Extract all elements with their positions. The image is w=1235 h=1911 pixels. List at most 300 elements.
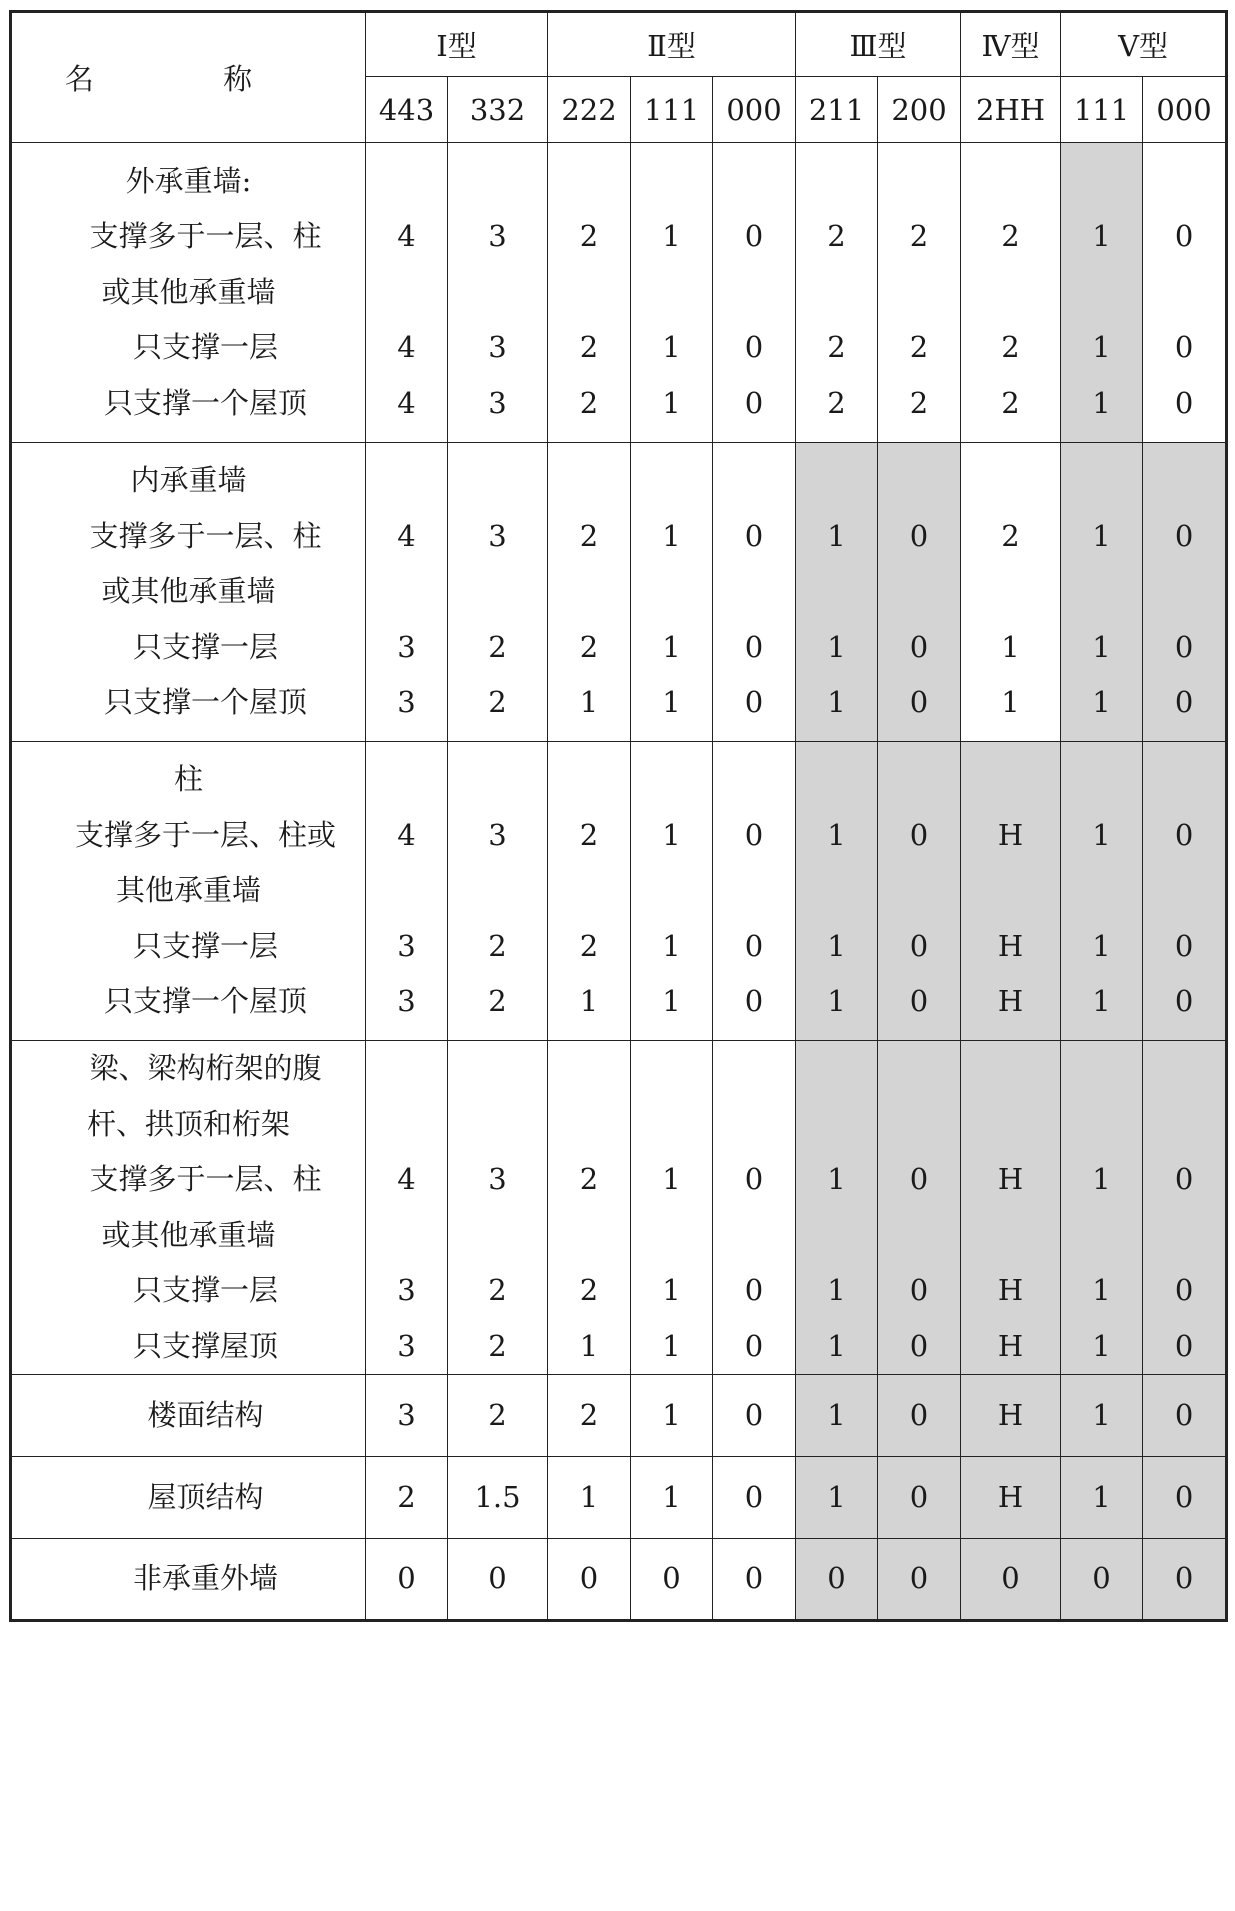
value-line: [366, 564, 447, 620]
value-line: 2: [909, 219, 929, 254]
value-line: [366, 154, 447, 210]
value-line: [1061, 154, 1142, 210]
value-line: 1: [579, 1479, 599, 1514]
value-line: 0: [1174, 685, 1194, 720]
value-line: 2: [579, 518, 599, 553]
value-line: [961, 154, 1060, 210]
value-line: 0: [744, 817, 764, 852]
value-line: 4: [397, 385, 416, 420]
value-line: 3: [397, 928, 416, 963]
value-line: [548, 863, 630, 919]
value-line: 2: [579, 219, 599, 254]
value-line: 0: [744, 1397, 764, 1432]
value-line: [631, 1041, 712, 1097]
value-line: [961, 564, 1060, 620]
row-name-line: 外承重墙:: [125, 163, 252, 198]
row-name-line: 只支撑一个屋顶: [103, 984, 307, 1019]
value-line: [961, 1041, 1060, 1097]
value-line: 0: [1174, 1162, 1194, 1196]
code-header: 111: [631, 77, 713, 143]
value-line: 1: [827, 984, 846, 1019]
value-line: 0: [1174, 984, 1194, 1019]
value-line: H: [997, 984, 1024, 1019]
value-line: [631, 863, 712, 919]
value-line: 1: [1001, 685, 1020, 720]
value-line: 2: [488, 928, 507, 963]
value-line: [713, 453, 795, 509]
value-line: 2: [1001, 219, 1020, 254]
value-line: [548, 453, 630, 509]
value-cell: [713, 143, 796, 443]
value-cell: [1143, 1041, 1227, 1375]
value-line: [366, 265, 447, 321]
code-header: 200: [878, 77, 961, 143]
value-line: 4: [397, 330, 416, 365]
code-header: 2HH: [961, 77, 1061, 143]
value-line: [796, 265, 877, 321]
value-line: [1143, 863, 1225, 919]
value-line: [1143, 752, 1225, 808]
row-name-line: 只支撑一个屋顶: [103, 685, 307, 720]
value-cell: [796, 443, 878, 742]
value-cell: [448, 742, 548, 1041]
row-name-cell: [11, 1539, 366, 1621]
value-line: 1: [1092, 928, 1111, 963]
value-line: 1: [827, 1273, 846, 1307]
group-header-2: Ⅱ型: [548, 12, 796, 77]
table-row: [11, 742, 1227, 1041]
value-line: 1: [662, 518, 681, 553]
value-cell: [548, 1041, 631, 1375]
value-line: [1143, 1041, 1225, 1097]
value-line: 0: [744, 629, 764, 664]
row-name-cell: [11, 1041, 366, 1375]
value-line: 0: [909, 629, 929, 664]
value-cell: [1061, 742, 1143, 1041]
value-line: [713, 265, 795, 321]
value-line: 0: [909, 1561, 929, 1596]
code-header: 000: [1143, 77, 1227, 143]
value-line: H: [997, 1328, 1024, 1363]
value-line: 1: [827, 1397, 846, 1432]
value-line: 0: [1174, 629, 1194, 664]
value-line: [448, 265, 547, 321]
value-line: 1: [827, 629, 846, 664]
row-name-line: 杆、拱顶和桁架: [86, 1106, 290, 1141]
value-line: 1: [827, 1162, 846, 1196]
table-body: [11, 143, 1227, 1621]
value-line: 0: [744, 1273, 764, 1307]
value-cell: [713, 1539, 796, 1621]
value-line: 2: [909, 385, 929, 420]
value-cell: [1143, 1457, 1227, 1539]
value-line: [631, 752, 712, 808]
value-cell: [961, 443, 1061, 742]
value-cell: [713, 443, 796, 742]
value-line: 0: [744, 1328, 764, 1363]
value-line: 2: [488, 1397, 507, 1432]
value-cell: [366, 742, 448, 1041]
value-line: 2: [488, 685, 507, 720]
value-line: 0: [744, 518, 764, 553]
value-cell: [366, 1375, 448, 1457]
value-line: 2: [1001, 385, 1020, 420]
value-cell: [1143, 742, 1227, 1041]
value-line: 0: [744, 928, 764, 963]
value-line: 1: [1092, 629, 1111, 664]
value-cell: [878, 443, 961, 742]
value-cell: [366, 1041, 448, 1375]
value-line: [366, 1208, 447, 1264]
value-line: [878, 154, 960, 210]
value-line: 0: [827, 1561, 846, 1596]
value-cell: [1061, 1539, 1143, 1621]
value-cell: [1143, 143, 1227, 443]
value-line: 4: [397, 1162, 416, 1196]
value-line: [878, 1097, 960, 1153]
value-line: 2: [909, 330, 929, 365]
value-cell: [1061, 1041, 1143, 1375]
value-line: [1143, 1208, 1225, 1264]
row-name-line: 其他承重墙: [115, 873, 261, 908]
value-line: [713, 863, 795, 919]
value-line: [448, 1097, 547, 1153]
header-row-groups: [11, 12, 1227, 77]
value-line: 0: [1174, 385, 1194, 420]
value-line: 0: [1174, 1328, 1194, 1363]
value-line: 0: [909, 685, 929, 720]
row-name-line: 或其他承重墙: [101, 574, 276, 609]
table-row: [11, 1457, 1227, 1539]
value-line: 0: [909, 817, 929, 852]
value-line: [878, 752, 960, 808]
value-line: 0: [744, 984, 764, 1019]
value-line: [961, 453, 1060, 509]
code-header: 332: [448, 77, 548, 143]
value-cell: [796, 1041, 878, 1375]
value-line: [713, 1097, 795, 1153]
value-line: 0: [909, 1479, 929, 1514]
code-header: 443: [366, 77, 448, 143]
value-cell: [961, 742, 1061, 1041]
value-line: [713, 154, 795, 210]
value-line: 1: [1092, 518, 1111, 553]
value-line: [548, 265, 630, 321]
value-line: 0: [1174, 330, 1194, 365]
value-line: [548, 752, 630, 808]
value-cell: [1061, 443, 1143, 742]
value-cell: [713, 1041, 796, 1375]
value-cell: [548, 1375, 631, 1457]
table-row: [11, 143, 1227, 443]
value-cell: [961, 1539, 1061, 1621]
value-line: H: [997, 817, 1024, 852]
value-line: 1: [662, 385, 681, 420]
value-cell: [878, 1539, 961, 1621]
group-header-5: Ⅴ型: [1061, 12, 1227, 77]
value-line: [1143, 453, 1225, 509]
value-line: [878, 453, 960, 509]
value-line: [548, 564, 630, 620]
value-line: 0: [909, 984, 929, 1019]
value-line: 2: [1001, 330, 1020, 365]
value-line: [448, 752, 547, 808]
value-line: H: [997, 1479, 1024, 1514]
value-line: [878, 265, 960, 321]
value-line: [548, 1041, 630, 1097]
value-line: [631, 564, 712, 620]
value-line: 0: [488, 1561, 507, 1596]
value-line: [713, 1041, 795, 1097]
value-cell: [961, 143, 1061, 443]
value-line: [1061, 453, 1142, 509]
group-header-4: Ⅳ型: [961, 12, 1061, 77]
value-line: [631, 1208, 712, 1264]
row-name-line: 或其他承重墙: [101, 274, 276, 309]
value-line: 2: [579, 629, 599, 664]
value-line: [796, 1041, 877, 1097]
value-line: 1: [1092, 1328, 1111, 1363]
value-line: 2: [1001, 518, 1020, 553]
value-cell: [713, 1375, 796, 1457]
value-line: 0: [744, 1561, 764, 1596]
value-line: 2: [579, 330, 599, 365]
value-line: [1143, 1097, 1225, 1153]
code-header: 000: [713, 77, 796, 143]
value-line: 0: [1174, 817, 1194, 852]
row-name-cell: [11, 143, 366, 443]
value-line: [1061, 1041, 1142, 1097]
value-line: 0: [1174, 518, 1194, 553]
value-line: H: [997, 928, 1024, 963]
row-name-line: 支撑多于一层、柱: [89, 518, 322, 553]
value-line: [448, 564, 547, 620]
value-cell: [448, 1041, 548, 1375]
value-line: [878, 1208, 960, 1264]
name-header: 名 称: [11, 12, 366, 143]
value-cell: [878, 742, 961, 1041]
value-line: [448, 154, 547, 210]
value-line: [448, 453, 547, 509]
value-cell: [796, 1375, 878, 1457]
value-line: 1: [1092, 219, 1111, 254]
value-line: 4: [397, 518, 416, 553]
value-line: 3: [397, 984, 416, 1019]
value-line: 3: [397, 1328, 416, 1363]
code-header: 111: [1061, 77, 1143, 143]
row-name-line: 屋顶结构: [147, 1479, 264, 1514]
group-header-3: Ⅲ型: [796, 12, 961, 77]
value-line: 0: [744, 685, 764, 720]
value-line: 2: [827, 330, 846, 365]
value-cell: [631, 1539, 713, 1621]
value-line: 1: [1092, 330, 1111, 365]
value-line: [366, 1041, 447, 1097]
fire-resistance-table: [9, 10, 1228, 1622]
value-line: 1: [579, 685, 599, 720]
value-cell: [713, 742, 796, 1041]
value-cell: [548, 1539, 631, 1621]
value-line: 0: [1092, 1561, 1111, 1596]
row-name-line: 只支撑一层: [132, 629, 278, 664]
value-cell: [366, 143, 448, 443]
value-line: 1: [827, 1479, 846, 1514]
value-cell: [631, 1375, 713, 1457]
value-line: [713, 752, 795, 808]
value-line: 3: [488, 385, 507, 420]
value-line: 2: [488, 984, 507, 1019]
value-cell: [878, 143, 961, 443]
value-line: 2: [579, 928, 599, 963]
value-line: 1: [662, 629, 681, 664]
value-cell: [448, 443, 548, 742]
value-line: 1: [1092, 984, 1111, 1019]
value-line: 3: [488, 817, 507, 852]
value-line: [713, 564, 795, 620]
value-cell: [961, 1457, 1061, 1539]
row-name-line: 支撑多于一层、柱: [89, 219, 322, 254]
row-name-line: 只支撑一层: [132, 330, 278, 365]
value-cell: [796, 1539, 878, 1621]
value-line: [1061, 1208, 1142, 1264]
value-cell: [796, 742, 878, 1041]
value-line: [796, 154, 877, 210]
value-line: 2: [579, 817, 599, 852]
value-cell: [961, 1041, 1061, 1375]
value-line: [366, 1097, 447, 1153]
table-row: [11, 1375, 1227, 1457]
value-cell: [366, 443, 448, 742]
value-line: 1: [1092, 1162, 1111, 1196]
row-name-cell: [11, 1457, 366, 1539]
value-line: 1: [662, 1162, 681, 1196]
value-cell: [1061, 1457, 1143, 1539]
row-name-line: 楼面结构: [147, 1397, 264, 1432]
value-line: 2: [488, 1328, 507, 1363]
value-line: 3: [397, 685, 416, 720]
value-line: 2: [827, 385, 846, 420]
value-line: 0: [744, 219, 764, 254]
value-line: 1: [662, 928, 681, 963]
value-line: 0: [744, 1479, 764, 1514]
value-cell: [961, 1375, 1061, 1457]
value-line: [548, 1097, 630, 1153]
value-line: [366, 863, 447, 919]
value-line: [1061, 863, 1142, 919]
value-line: [548, 154, 630, 210]
value-line: 3: [397, 629, 416, 664]
row-name-line: 只支撑屋顶: [132, 1328, 278, 1363]
value-line: 1: [1092, 685, 1111, 720]
value-line: 0: [1174, 219, 1194, 254]
value-cell: [878, 1457, 961, 1539]
value-line: 1: [827, 928, 846, 963]
value-line: 0: [909, 928, 929, 963]
value-cell: [366, 1457, 448, 1539]
value-cell: [448, 1539, 548, 1621]
value-cell: [548, 443, 631, 742]
row-name-line: 内承重墙: [130, 463, 247, 498]
value-cell: [878, 1041, 961, 1375]
value-line: 1: [1092, 385, 1111, 420]
value-cell: [1061, 1375, 1143, 1457]
value-line: 0: [579, 1561, 599, 1596]
value-line: 0: [909, 1162, 929, 1196]
row-name-line: 柱: [173, 762, 203, 797]
value-cell: [631, 1457, 713, 1539]
value-line: 2: [397, 1479, 416, 1514]
value-line: [796, 1097, 877, 1153]
value-cell: [548, 742, 631, 1041]
value-cell: [366, 1539, 448, 1621]
value-line: 1: [662, 330, 681, 365]
value-line: [548, 1208, 630, 1264]
table-row: [11, 1041, 1227, 1375]
value-line: 0: [744, 1162, 764, 1196]
value-line: 3: [488, 518, 507, 553]
value-line: 0: [744, 330, 764, 365]
value-line: 0: [397, 1561, 416, 1596]
value-line: 2: [579, 385, 599, 420]
value-line: 1: [827, 518, 846, 553]
value-cell: [796, 143, 878, 443]
value-line: 0: [744, 385, 764, 420]
value-line: [796, 1208, 877, 1264]
value-line: [631, 154, 712, 210]
value-line: 3: [488, 1162, 507, 1196]
value-line: 1: [662, 1479, 681, 1514]
value-line: [631, 1097, 712, 1153]
row-name-line: 支撑多于一层、柱: [89, 1162, 322, 1196]
value-cell: [878, 1375, 961, 1457]
value-line: 0: [1174, 1479, 1194, 1514]
value-cell: [1143, 1539, 1227, 1621]
value-line: 2: [579, 1162, 599, 1196]
value-line: [713, 1208, 795, 1264]
value-line: 1: [1001, 629, 1020, 664]
value-line: 0: [1174, 1561, 1194, 1596]
value-cell: [796, 1457, 878, 1539]
value-line: 1: [662, 984, 681, 1019]
value-cell: [1143, 1375, 1227, 1457]
value-line: [366, 752, 447, 808]
row-name-line: 只支撑一层: [132, 1273, 278, 1307]
value-line: [796, 564, 877, 620]
table-row: [11, 1539, 1227, 1621]
value-line: [961, 265, 1060, 321]
value-line: [1143, 265, 1225, 321]
value-cell: [713, 1457, 796, 1539]
value-line: 3: [488, 219, 507, 254]
row-name-cell: [11, 742, 366, 1041]
value-line: [448, 863, 547, 919]
value-line: [796, 453, 877, 509]
value-cell: [448, 143, 548, 443]
value-cell: [548, 143, 631, 443]
value-line: 1: [662, 1328, 681, 1363]
row-name-cell: [11, 1375, 366, 1457]
value-line: 1: [662, 1273, 681, 1307]
value-line: 2: [827, 219, 846, 254]
value-cell: [631, 143, 713, 443]
value-line: [961, 752, 1060, 808]
value-cell: [631, 1041, 713, 1375]
value-line: [796, 863, 877, 919]
value-line: 1: [662, 1397, 681, 1432]
row-name-line: 只支撑一层: [132, 928, 278, 963]
value-line: 2: [579, 1273, 599, 1307]
value-line: [878, 564, 960, 620]
